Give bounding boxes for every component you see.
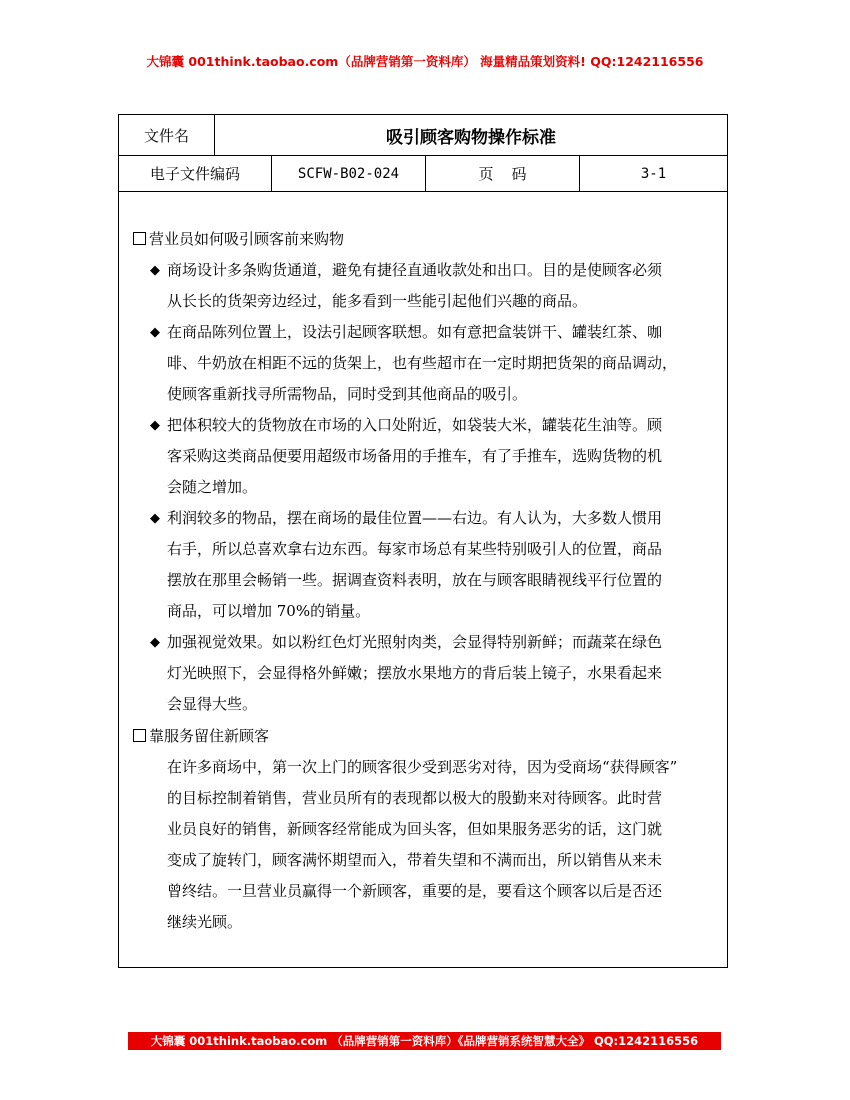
file-name-label: 文件名 <box>119 115 215 155</box>
page-value: 3-1 <box>640 165 667 182</box>
text-line: 灯光映照下，会显得格外鲜嫩；摆放水果地方的背后装上镜子，水果看起来 <box>167 664 663 682</box>
document-title: 吸引顾客购物操作标准 <box>386 127 556 148</box>
text-line: 继续光顾。 <box>167 913 243 931</box>
page-label: 页码 <box>426 156 580 191</box>
text-line: 曾终结。一旦营业员赢得一个新顾客，重要的是，要看这个顾客以后是否还 <box>167 882 663 900</box>
section-heading <box>133 223 723 255</box>
file-code-label: 电子文件编码 <box>119 156 272 191</box>
file-code-value: SCFW-B02-024 <box>272 156 426 191</box>
text-line: 商场设计多条购货通道，避免有捷径直通收款处和出口。目的是使顾客必须 <box>167 261 663 279</box>
text-line: 使顾客重新找寻所需物品，同时受到其他商品的吸引。 <box>167 385 528 403</box>
header-banner: 大锦囊 001think.taobao.com（品牌营销第一资料库） 海量精品策划资料! QQ:1242116556 <box>146 54 704 69</box>
text-line: 会随之增加。 <box>167 478 258 496</box>
diamond-bullet-icon: ◆ <box>150 263 160 278</box>
diamond-bullet-icon: ◆ <box>150 325 160 340</box>
text-line: 摆放在那里会畅销一些。据调查资料表明，放在与顾客眼睛视线平行位置的 <box>167 571 663 589</box>
list-item <box>133 317 723 410</box>
text-line: 右手，所以总喜欢拿右边东西。每家市场总有某些特别吸引人的位置，商品 <box>167 540 663 558</box>
text-line: 从长长的货架旁边经过，能多看到一些能引起他们兴趣的商品。 <box>167 292 588 310</box>
list-item <box>133 503 723 627</box>
text-line: 把体积较大的货物放在市场的入口处附近，如袋装大米，罐装花生油等。顾 <box>167 416 663 434</box>
text-line: 加强视觉效果。如以粉红色灯光照射肉类，会显得特别新鲜；而蔬菜在绿色 <box>167 633 663 651</box>
text-line: 变成了旋转门，顾客满怀期望而入，带着失望和不满而出，所以销售从来未 <box>167 851 663 869</box>
paragraph <box>133 752 723 938</box>
section-heading-text: 营业员如何吸引顾客前来购物 <box>149 230 345 248</box>
text-line: 业员良好的销售，新顾客经常能成为回头客，但如果服务恶劣的话，这门就 <box>167 820 663 838</box>
section-heading <box>133 720 723 752</box>
title-row <box>119 115 727 156</box>
code-row <box>119 156 727 192</box>
list-item <box>133 627 723 720</box>
text-line: 会显得大些。 <box>167 695 258 713</box>
list-item <box>133 255 723 317</box>
checkbox-icon <box>133 232 146 245</box>
text-line: 客采购这类商品便要用超级市场备用的手推车，有了手推车，选购货物的机 <box>167 447 663 465</box>
footer-banner: 大锦囊 001think.taobao.com （品牌营销第一资料库）《品牌营销系统智慧大全》 QQ:1242116556 <box>128 1032 721 1050</box>
text-line: 在商品陈列位置上，设法引起顾客联想。如有意把盒装饼干、罐装红茶、咖 <box>167 323 663 341</box>
document-body <box>133 223 723 938</box>
text-line: 利润较多的物品，摆在商场的最佳位置——右边。有人认为，大多数人惯用 <box>167 509 663 527</box>
checkbox-icon <box>133 729 146 742</box>
diamond-bullet-icon: ◆ <box>150 418 160 433</box>
diamond-bullet-icon: ◆ <box>150 635 160 650</box>
list-item <box>133 410 723 503</box>
text-line: 在许多商场中，第一次上门的顾客很少受到恶劣对待，因为受商场“获得顾客” <box>167 758 678 776</box>
text-line: 啡、牛奶放在相距不远的货架上，也有些超市在一定时期把货架的商品调动， <box>167 354 678 372</box>
document-table <box>118 114 728 968</box>
text-line: 商品，可以增加 70%的销量。 <box>167 602 371 620</box>
diamond-bullet-icon: ◆ <box>150 511 160 526</box>
text-line: 的目标控制着销售，营业员所有的表现都以极大的殷勤来对待顾客。此时营 <box>167 789 663 807</box>
section-heading-text: 靠服务留住新顾客 <box>149 727 270 745</box>
